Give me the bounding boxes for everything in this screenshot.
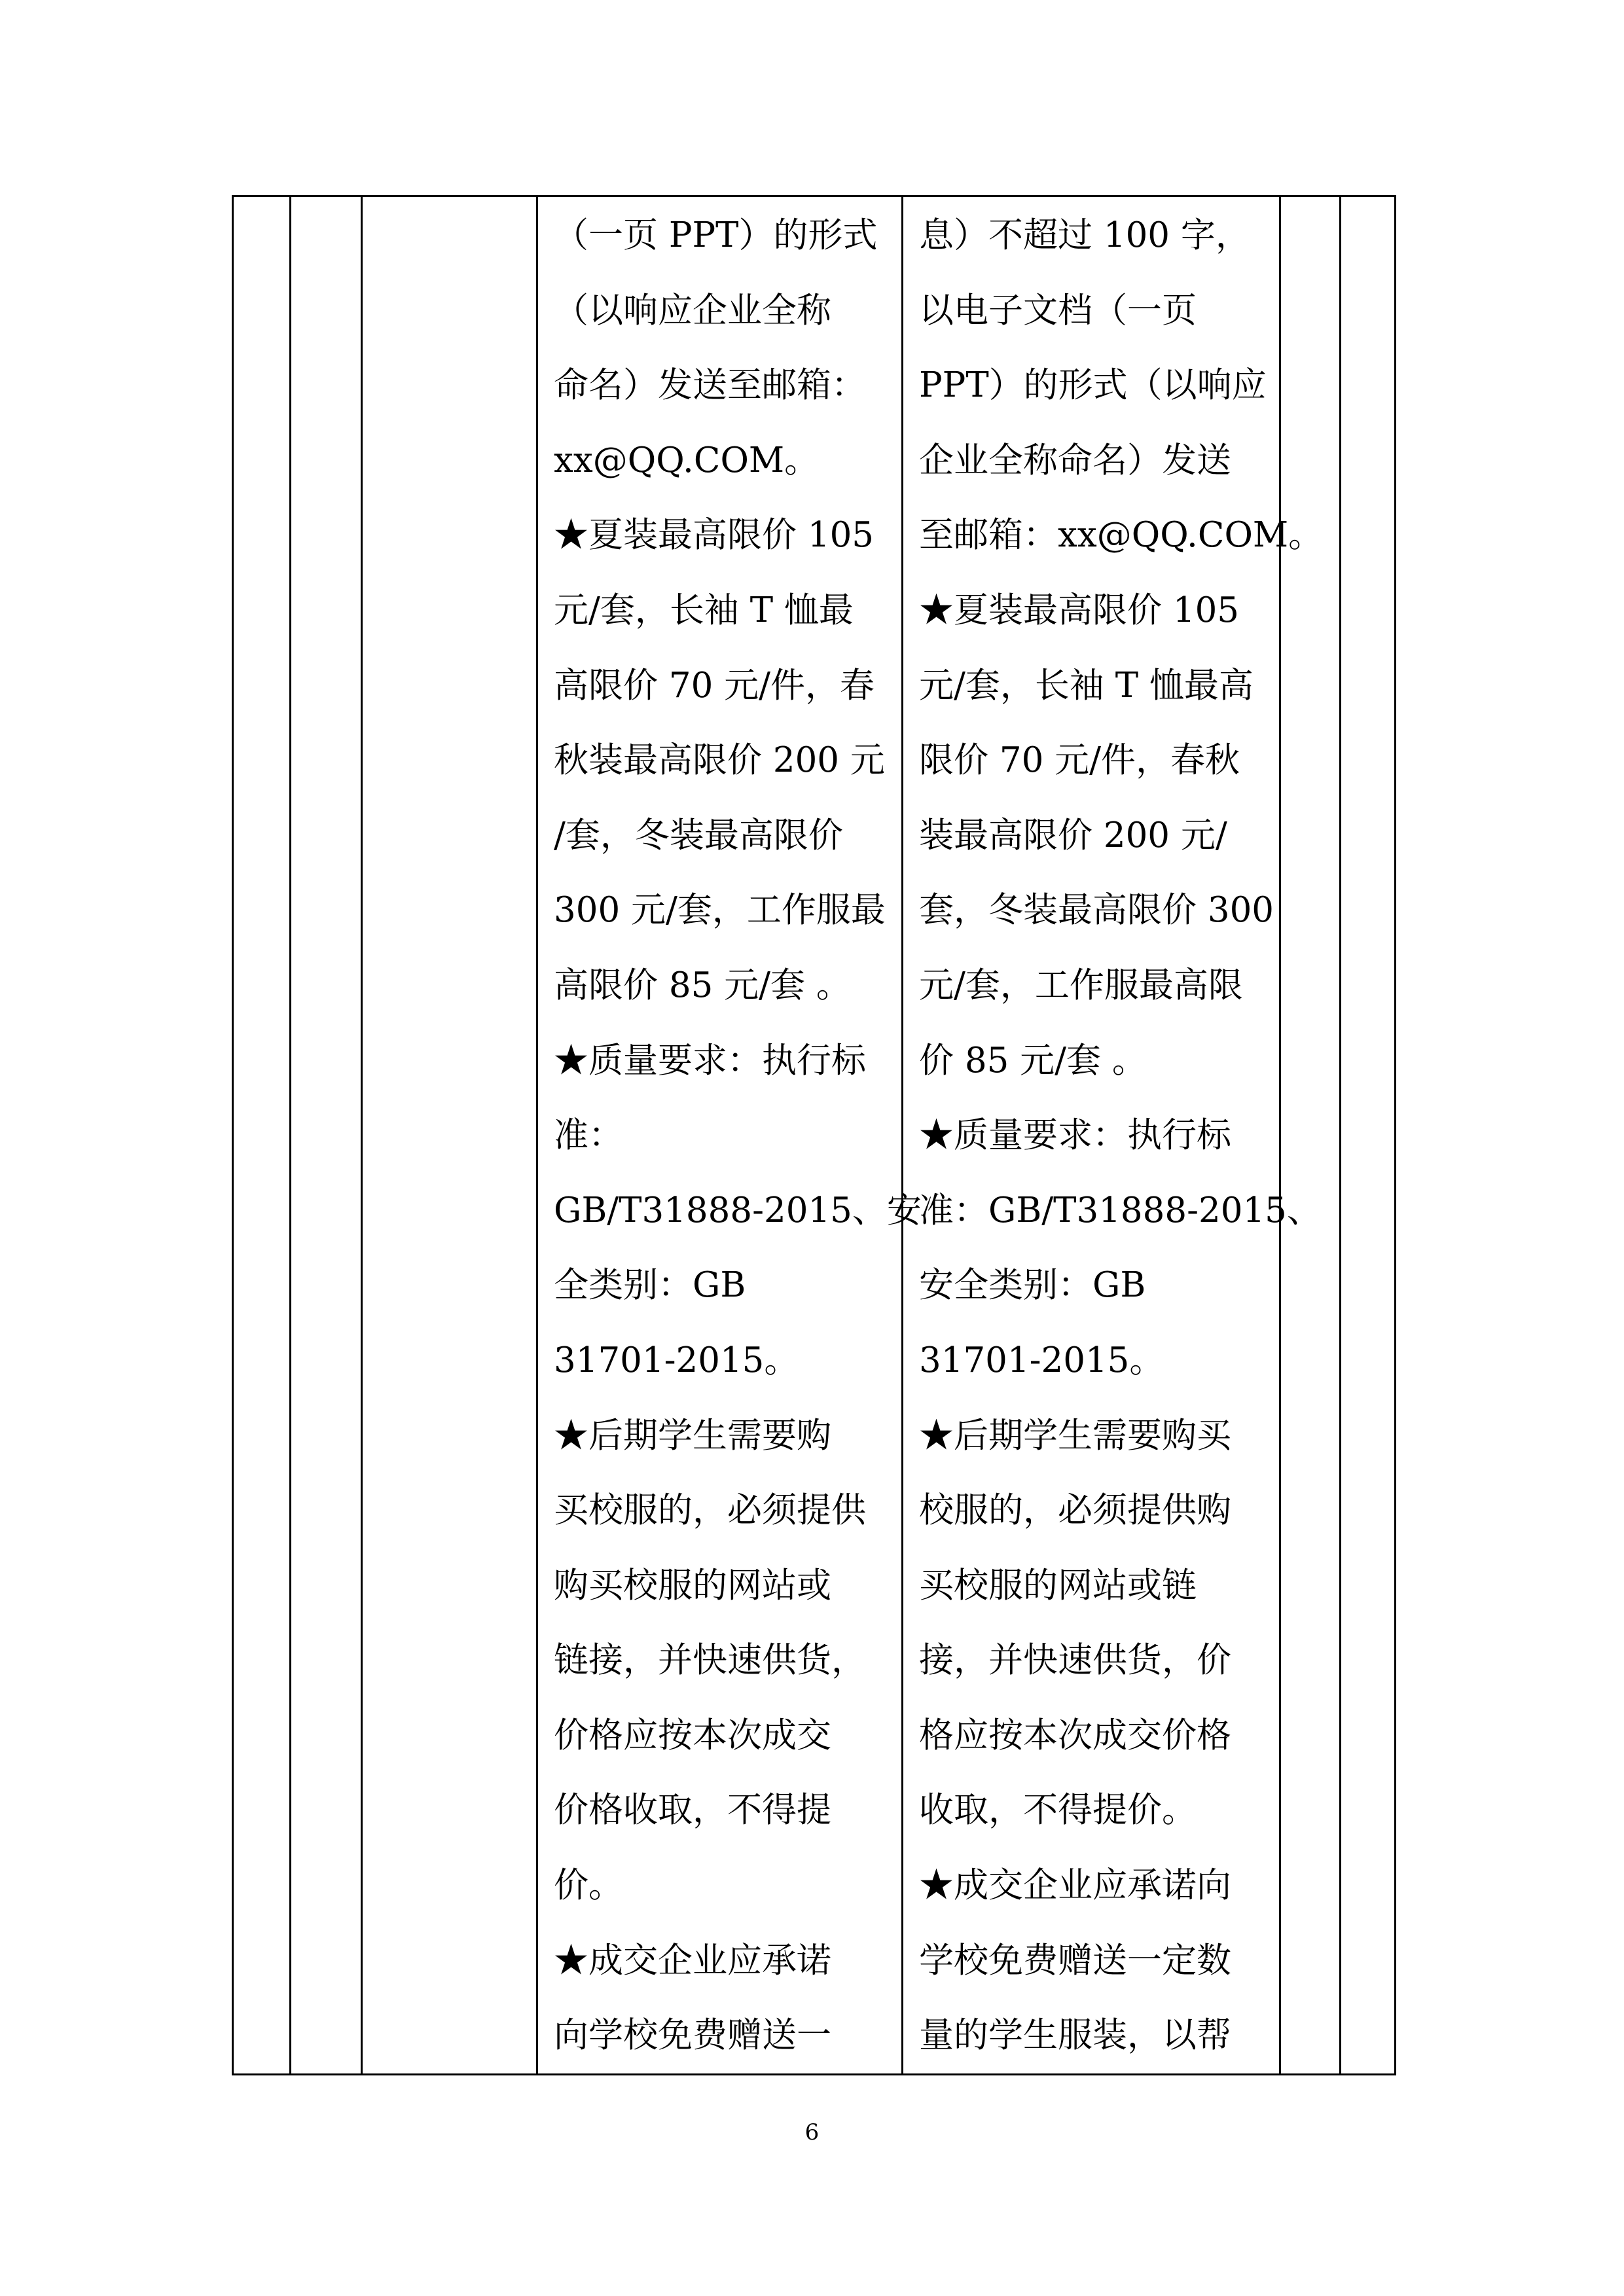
text-line: 高限价 85 元/套 。 <box>554 965 851 1005</box>
text-line: ★成交企业应承诺向 <box>919 1865 1231 1906</box>
text-line: ★夏装最高限价 105 <box>919 590 1240 630</box>
text-line: 元/套，长袖 T 恤最 <box>554 590 854 630</box>
text-line: 限价 70 元/件，春秋 <box>919 740 1240 781</box>
text-line: 31701-2015。 <box>554 1340 799 1380</box>
text-line: ★夏装最高限价 105 <box>554 515 875 556</box>
empty-cell-name <box>362 196 537 2075</box>
table-row <box>233 196 1396 2075</box>
text-line: 企业全称命名）发送 <box>919 440 1231 480</box>
text-line: 校服的，必须提供购 <box>919 1490 1231 1531</box>
text-line: xx@QQ.COM。 <box>554 440 820 480</box>
text-line: 价格应按本次成交 <box>554 1715 831 1755</box>
text-line: 价格收取，不得提 <box>554 1790 831 1831</box>
text-line: 接，并快速供货，价 <box>919 1640 1231 1681</box>
text-line: ★质量要求：执行标 <box>919 1115 1231 1156</box>
text-line: 学校免费赠送一定数 <box>919 1940 1231 1981</box>
text-line: 31701-2015。 <box>919 1340 1164 1380</box>
text-line: 准： <box>554 1115 623 1156</box>
text-line: 收取，不得提价。 <box>919 1790 1197 1831</box>
text-line: 买校服的，必须提供 <box>554 1490 866 1531</box>
text-line: /套，冬装最高限价 <box>554 815 843 855</box>
text-line: 购买校服的网站或 <box>554 1565 831 1605</box>
requirement-text-left <box>554 197 922 2073</box>
text-line: 价 85 元/套 。 <box>919 1040 1147 1081</box>
text-line: 命名）发送至邮箱： <box>554 365 866 406</box>
text-line: 至邮箱：xx@QQ.COM。 <box>919 515 1324 556</box>
text-line: ★后期学生需要购买 <box>919 1415 1231 1456</box>
text-line: 安全类别：GB <box>919 1265 1146 1306</box>
text-line: 元/套，长袖 T 恤最高 <box>919 665 1254 706</box>
empty-cell-item <box>291 196 362 2075</box>
text-line: 套，冬装最高限价 300 <box>919 890 1274 931</box>
requirements-table <box>232 195 1396 2075</box>
text-line: ★成交企业应承诺 <box>554 1940 831 1981</box>
empty-cell-remark <box>1341 196 1396 2075</box>
text-line: GB/T31888-2015、安 <box>554 1190 922 1230</box>
text-line: 买校服的网站或链 <box>919 1565 1197 1605</box>
text-line: PPT）的形式（以响应 <box>919 365 1267 406</box>
text-line: 量的学生服装，以帮 <box>919 2015 1231 2056</box>
requirement-cell-right <box>903 196 1324 2075</box>
text-line: 高限价 70 元/件，春 <box>554 665 875 706</box>
text-line: 价。 <box>554 1865 623 1906</box>
text-line: 准：GB/T31888-2015、 <box>919 1190 1322 1230</box>
text-line: （以响应企业全称 <box>554 290 831 331</box>
empty-cell-response <box>1280 196 1341 2075</box>
page-number: 6 <box>804 2119 820 2145</box>
text-line: 元/套，工作服最高限 <box>919 965 1243 1005</box>
text-line: 300 元/套，工作服最 <box>554 890 886 931</box>
text-line: 向学校免费赠送一 <box>554 2015 831 2056</box>
text-line: 以电子文档（一页 <box>919 290 1197 331</box>
requirement-text-right <box>919 197 1324 2073</box>
requirement-cell-left <box>537 196 922 2075</box>
text-line: 全类别：GB <box>554 1265 746 1306</box>
empty-cell-index <box>233 196 291 2075</box>
text-line: 秋装最高限价 200 元 <box>554 740 885 781</box>
text-line: 链接，并快速供货， <box>554 1640 866 1681</box>
text-line: 息）不超过 100 字， <box>919 215 1250 255</box>
text-line: ★后期学生需要购 <box>554 1415 831 1456</box>
text-line: 格应按本次成交价格 <box>919 1715 1231 1755</box>
text-line: ★质量要求：执行标 <box>554 1040 866 1081</box>
text-line: 装最高限价 200 元/ <box>919 815 1227 855</box>
text-line: （一页 PPT）的形式 <box>554 215 878 255</box>
